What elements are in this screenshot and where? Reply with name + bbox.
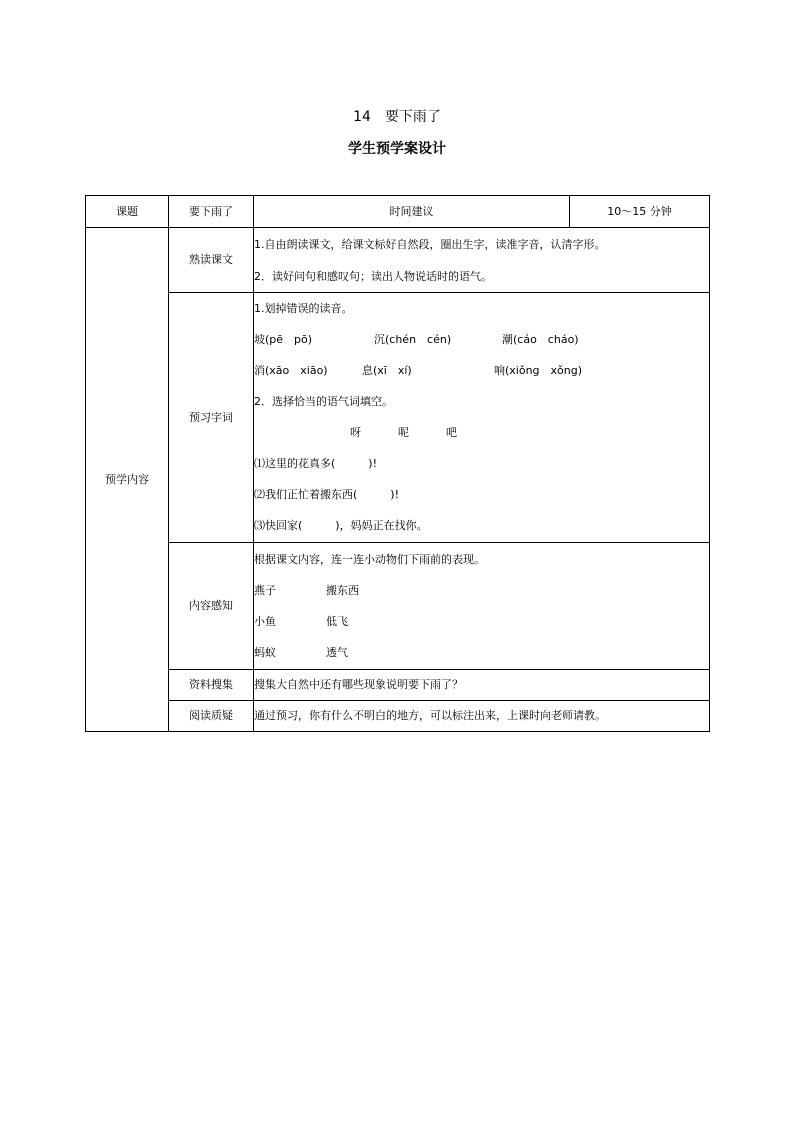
- row-questions: [86, 701, 710, 732]
- blank-sentence-2: ⑵我们正忙着搬东西( )!: [254, 488, 399, 501]
- content-content: [254, 543, 710, 670]
- reading-label: 熟读课文: [169, 228, 254, 293]
- topic-value: 要下雨了: [169, 196, 254, 228]
- vocab-label: 预习字词: [169, 293, 254, 543]
- vocab-question-1: 1.划掉错误的读音。: [254, 302, 353, 315]
- content-label: 内容感知: [169, 543, 254, 670]
- particle-word: 呢: [398, 426, 409, 439]
- particle-word: 呀: [350, 426, 361, 439]
- particle-word: 吧: [446, 426, 457, 439]
- vocab-question-2: 2．选择恰当的语气词填空。: [254, 395, 393, 408]
- match-animal: 小鱼: [254, 614, 276, 628]
- particle-words: [254, 418, 709, 449]
- match-animal: 蚂蚁: [254, 645, 276, 659]
- vocab-content: [254, 293, 710, 543]
- time-label: 时间建议: [254, 196, 570, 228]
- match-row: [254, 637, 709, 668]
- time-value: 10～15 分钟: [570, 196, 710, 228]
- content-instruction: 根据课文内容，连一连小动物们下雨前的表现。: [254, 552, 485, 566]
- pinyin-row-2: [254, 356, 709, 387]
- research-label: 资料搜集: [169, 670, 254, 701]
- row-content: [86, 543, 710, 670]
- row-reading: [86, 228, 710, 293]
- header-row: [86, 196, 710, 228]
- research-text: 搜集大自然中还有哪些现象说明要下雨了？: [254, 670, 710, 701]
- lesson-title: [0, 109, 794, 125]
- match-row: [254, 606, 709, 637]
- reading-line-1: 1.自由朗读课文，给课文标好自然段，圈出生字，读准字音，认清字形。: [254, 237, 606, 251]
- pinyin-item: 潮(cáo cháo): [502, 333, 579, 346]
- reading-line-2: 2．读好问句和感叹句；读出人物说话时的语气。: [254, 269, 492, 283]
- match-row: [254, 575, 709, 606]
- reading-content: [254, 228, 710, 293]
- blank-sentence-3: ⑶快回家( )，妈妈正在找你。: [254, 519, 428, 532]
- row-vocab: [86, 293, 710, 543]
- match-action: 搬东西: [326, 583, 359, 597]
- page-subtitle: 学生预学案设计: [348, 141, 446, 157]
- questions-text: 通过预习，你有什么不明白的地方，可以标注出来，上课时向老师请教。: [254, 701, 710, 732]
- match-action: 透气: [326, 645, 348, 659]
- pinyin-row-1: [254, 325, 709, 356]
- pinyin-item: 响(xiǒng xǒng): [494, 364, 583, 377]
- lesson-name: 要下雨了: [384, 109, 441, 125]
- match-animal: 燕子: [254, 583, 276, 597]
- preview-table: [85, 195, 710, 732]
- blank-sentence-1: ⑴这里的花真多( )!: [254, 457, 377, 470]
- pinyin-item: 坡(pē pō): [254, 333, 313, 346]
- questions-label: 阅读质疑: [169, 701, 254, 732]
- match-action: 低飞: [326, 614, 348, 628]
- topic-label: 课题: [86, 196, 169, 228]
- lesson-number: 14: [353, 109, 371, 125]
- pinyin-item: 息(xī xí): [362, 364, 412, 377]
- section-label: 预学内容: [86, 228, 169, 732]
- pinyin-item: 沉(chén cén): [374, 333, 452, 346]
- pinyin-item: 消(xāo xiāo): [254, 364, 328, 377]
- row-research: [86, 670, 710, 701]
